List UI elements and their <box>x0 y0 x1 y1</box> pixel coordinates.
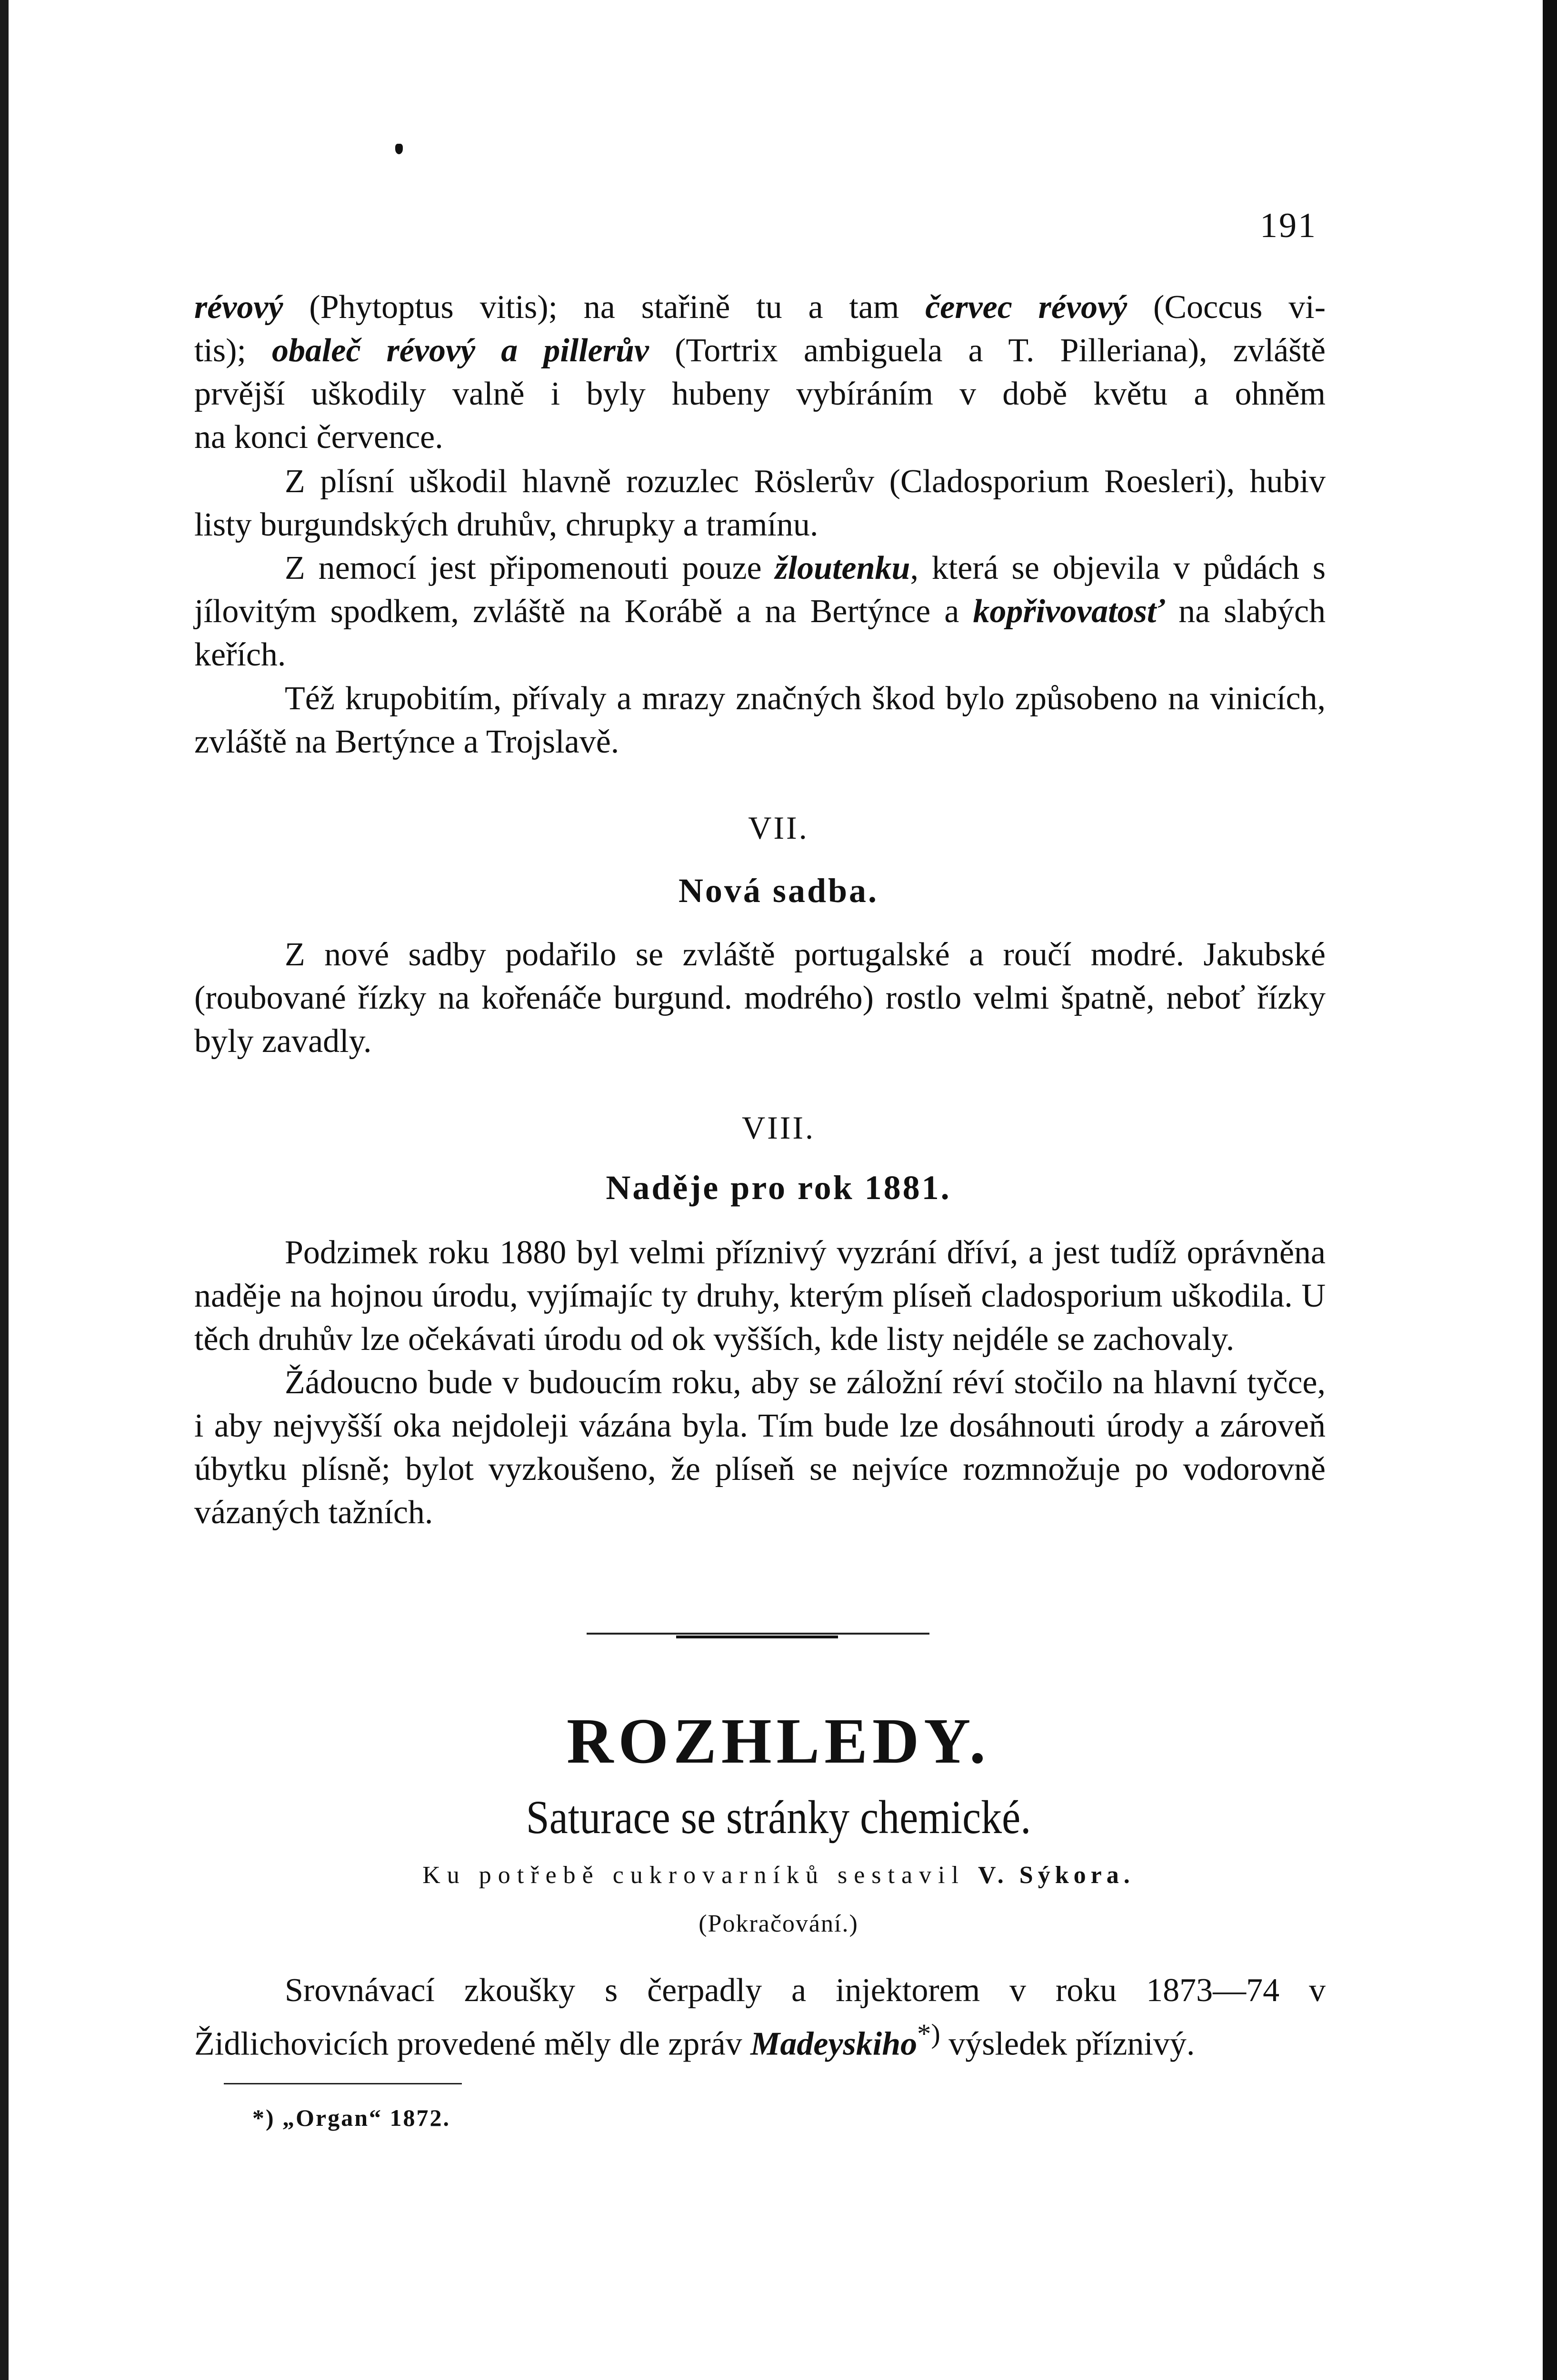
paragraph-text: Žádoucno bude v budoucím roku, aby se záložní réví stočilo na hlavní tyčce, i aby nejvyšší oka nejdoleji vázána byla. Tím bude lze dosáhnouti úrody a zároveň úbytku plísně; bylot vyzkoušeno, že plíseň se nejvíce rozmnožuje po vodorovně vázaných tažních. <box>194 1364 1326 1531</box>
continued-note: (Pokračování.) <box>699 1910 858 1937</box>
article-paragraph <box>194 1969 1326 2065</box>
paragraph-text: Z nemocí jest připomenouti pouze žloutenku, která se objevila v půdách s jílovitým spodkem, zvláště na Korábě a na Bertýnce a kopřivovatosť na slabých keřích. <box>194 550 1326 673</box>
paragraph-text: Z nové sadby podařilo se zvláště portugalské a roučí modré. Jakubské (roubované řízky na kořenáče burgund. modrého) rostlo velmi špatně, neboť řízky byly zavadly. <box>194 936 1326 1060</box>
continued-paragraph <box>194 286 1326 459</box>
section-title-8: Naděje pro rok 1881. <box>606 1169 951 1207</box>
page-number: 191 <box>1260 206 1317 245</box>
footnote-mark: *) <box>917 2018 940 2049</box>
section-title-7: Nová sadba. <box>678 872 879 910</box>
paragraph-krupobiti <box>194 677 1326 764</box>
paragraph-text: Též krupobitím, přívaly a mrazy značných škod bylo způsobeno na vinicích, zvláště na Bertýnce a Trojslavě. <box>194 680 1326 760</box>
footnote-rule <box>224 2083 462 2084</box>
section-number-7: VII. <box>748 810 809 846</box>
divider-rule-center <box>676 1636 838 1638</box>
paragraph-text: Podzimek roku 1880 byl velmi příznivý vyzrání dříví, a jest tudíž oprávněna naděje na hojnou úrodu, vyjímajíc ty druhy, kterým plíseň cladosporium uškodila. U těch druhův lze očekávati úrodu od ok vyšších, kde listy nejdéle se zachovaly. <box>194 1234 1326 1358</box>
section-7-body <box>194 933 1326 1063</box>
paragraph-nemoci <box>194 546 1326 676</box>
paragraph-rosler <box>194 460 1326 546</box>
text-line: révový (Phytoptus vitis); na stařině tu a tam červec révový (Coccus vi- <box>194 289 1326 326</box>
footnote: *) „Organ“ 1872. <box>252 2104 451 2131</box>
byline: Ku potřebě cukrovarníků sestavil V. Sýkora. <box>422 1862 1135 1889</box>
text-line: na konci července. <box>194 419 443 456</box>
term-koprivovatost: kopřivovatosť <box>973 593 1165 630</box>
text-line: tis); obaleč révový a pillerův (Tortrix ambiguela a T. Pilleriana), zvláště <box>194 332 1326 369</box>
section-8-body <box>194 1231 1326 1534</box>
text-line: prvější uškodily valně i byly hubeny vybíráním v době květu a ohněm <box>194 376 1326 412</box>
divider-rule <box>587 1633 929 1635</box>
term-zloutenka: žloutenku <box>775 550 910 586</box>
paragraph-text: Z plísní uškodil hlavně rozuzlec Röslerův (Cladosporium Roesleri), hubiv listy burgundských druhův, chrupky a tramínu. <box>194 463 1326 543</box>
paragraph-text: Srovnávací zkoušky s čerpadly a injektorem v roku 1873—74 v Židlichovicích provedené měly dle zpráv Madeyskiho*) výsledek příznivý. <box>194 1972 1326 2063</box>
author-name: V. Sýkora. <box>978 1862 1135 1889</box>
section-number-8: VIII. <box>741 1110 816 1146</box>
author-reference: Madeyskiho <box>750 2025 918 2063</box>
masthead-rozhledy: ROZHLEDY. <box>567 1706 990 1777</box>
ink-speck <box>395 144 403 154</box>
article-title: Saturace se stránky chemické. <box>526 1791 1031 1844</box>
